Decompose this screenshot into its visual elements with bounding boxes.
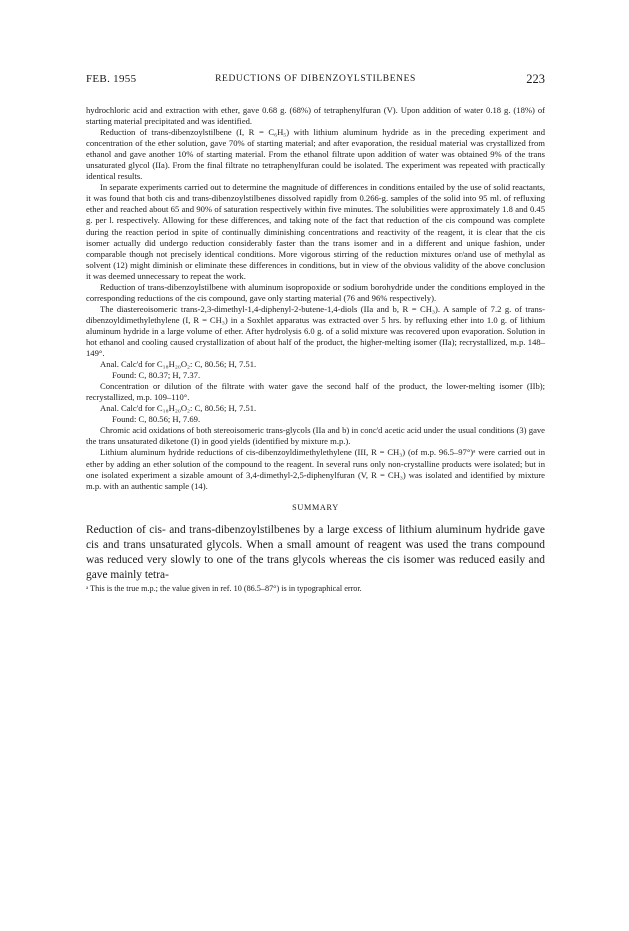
paragraph: In separate experiments carried out to determine the magnitude of differences in conditions entailed by the use of solid reactants, it was found that both cis and trans-dibenzoylstilbenes dissolved rapidly from 0.266-g. samples of the solid into 95 ml. of refluxing ether and reached about 65 and 90% of saturation respectively within five minutes. The solubilities were approximately 1.8 and 0.45 g. per l. respectively. Allowing for these differences, and taking note of the fact that reduction of the cis compound was complete during the reaction period in spite of continually diminishing concentrations and reactivity of the reagent, it is clear that the cis isomer actually did undergo reduction considerably faster than the trans isomer and in a different and unique fashion, under comparable though not precisely identical conditions. More vigorous stirring of the reduction mixtures or/and use of methylal as solvent (12) might diminish or eliminate these differences in conditions, but in view of the obvious validity of the above conclusion it was deemed unnecessary to repeat the work. xyxy=(86,182,545,281)
analysis-found: Found: C, 80.37; H, 7.37. xyxy=(112,370,201,381)
paragraph: The diastereoisomeric trans-2,3-dimethyl-1,4-diphenyl-2-butene-1,4-diols (IIa and b, R = CH₃). A sample of 7.2 g. of trans-dibenzoyldimethylethylene (I, R = CH₃) in a Soxhlet apparatus was extracted over 5 hrs. by refluxing ether into 1.0 g. of lithium aluminum hydride in a large volume of ether. After hydrolysis 6.0 g. of a solid mixture was recovered upon evaporation. Solution in hot ethanol and cooling caused crystallization of about half of the product, the higher-melting isomer (IIa); recrystallized, m.p. 148–149°. xyxy=(86,303,545,359)
paragraph: Reduction of trans-dibenzoylstilbene (I, R = C₆H₅) with lithium aluminum hydride as in the preceding experiment and concentration of the ether solution, gave 70% of starting material; and after evaporation, the residual material was crystallized from ethanol and gave another 10% of starting material. From the ethanol filtrate upon addition of water was obtained 9% of the trans unsaturated glycol (IIa). From the final filtrate no tetraphenylfuran could be isolated. The experiment was repeated with practically identical results. xyxy=(86,127,545,182)
paragraph: Lithium aluminum hydride reductions of cis-dibenzoyldimethylethylene (III, R = CH₃) (of m.p. 96.5–97°)ᵃ were carried out in ether by adding an ether solution of the compound to the reagent. In several runs only non-crystalline products were isolated; but in one isolated experiment a sizable amount of 3,4-dimethyl-2,5-diphenylfuran (V, R = CH₃) was isolated and identified by mixture m.p. with an authentic sample (14). xyxy=(86,447,545,491)
analysis-calculated: Anal. Calc'd for C₁₈H₂₀O₂: C, 80.56; H, 7.51. xyxy=(100,359,257,370)
analysis-calculated: Anal. Calc'd for C₁₈H₂₀O₂: C, 80.56; H, 7.51. xyxy=(100,403,257,414)
header-date: FEB. 1955 xyxy=(86,73,137,85)
analysis-found: Found: C, 80.56; H, 7.69. xyxy=(112,414,201,425)
article-body xyxy=(86,105,545,594)
paragraph: hydrochloric acid and extraction with ether, gave 0.68 g. (68%) of tetraphenylfuran (V). Upon addition of water 0.18 g. (18%) of starting material precipitated and was identified. xyxy=(86,105,545,127)
summary-heading: SUMMARY xyxy=(292,502,339,512)
page-number: 223 xyxy=(526,72,545,86)
summary-text: Reduction of cis- and trans-dibenzoylstilbenes by a large excess of lithium aluminum hydride gave cis and trans unsaturated glycols. When a small amount of reagent was used the trans compound was reduced very slowly to one of the trans glycols whereas the cis isomer was reduced easily and gave mainly tetra- xyxy=(86,523,545,582)
paragraph: Reduction of trans-dibenzoylstilbene with aluminum isopropoxide or sodium borohydride under the conditions employed in the corresponding reductions of the cis compound, gave only starting material (76 and 96% respectively). xyxy=(86,281,545,303)
footnote: ᵃ This is the true m.p.; the value given in ref. 10 (86.5–87°) is in typographical error. xyxy=(86,583,362,593)
running-head xyxy=(86,73,545,87)
paragraph: Concentration or dilution of the filtrate with water gave the second half of the product, the lower-melting isomer (IIb); recrystallized, m.p. 109–110°. xyxy=(86,381,545,403)
paragraph: Chromic acid oxidations of both stereoisomeric trans-glycols (IIa and b) in conc'd acetic acid under the usual conditions (3) gave the trans unsaturated diketone (I) in good yields (identified by mixture m.p.). xyxy=(86,425,545,447)
header-title: REDUCTIONS OF DIBENZOYLSTILBENES xyxy=(215,74,416,84)
